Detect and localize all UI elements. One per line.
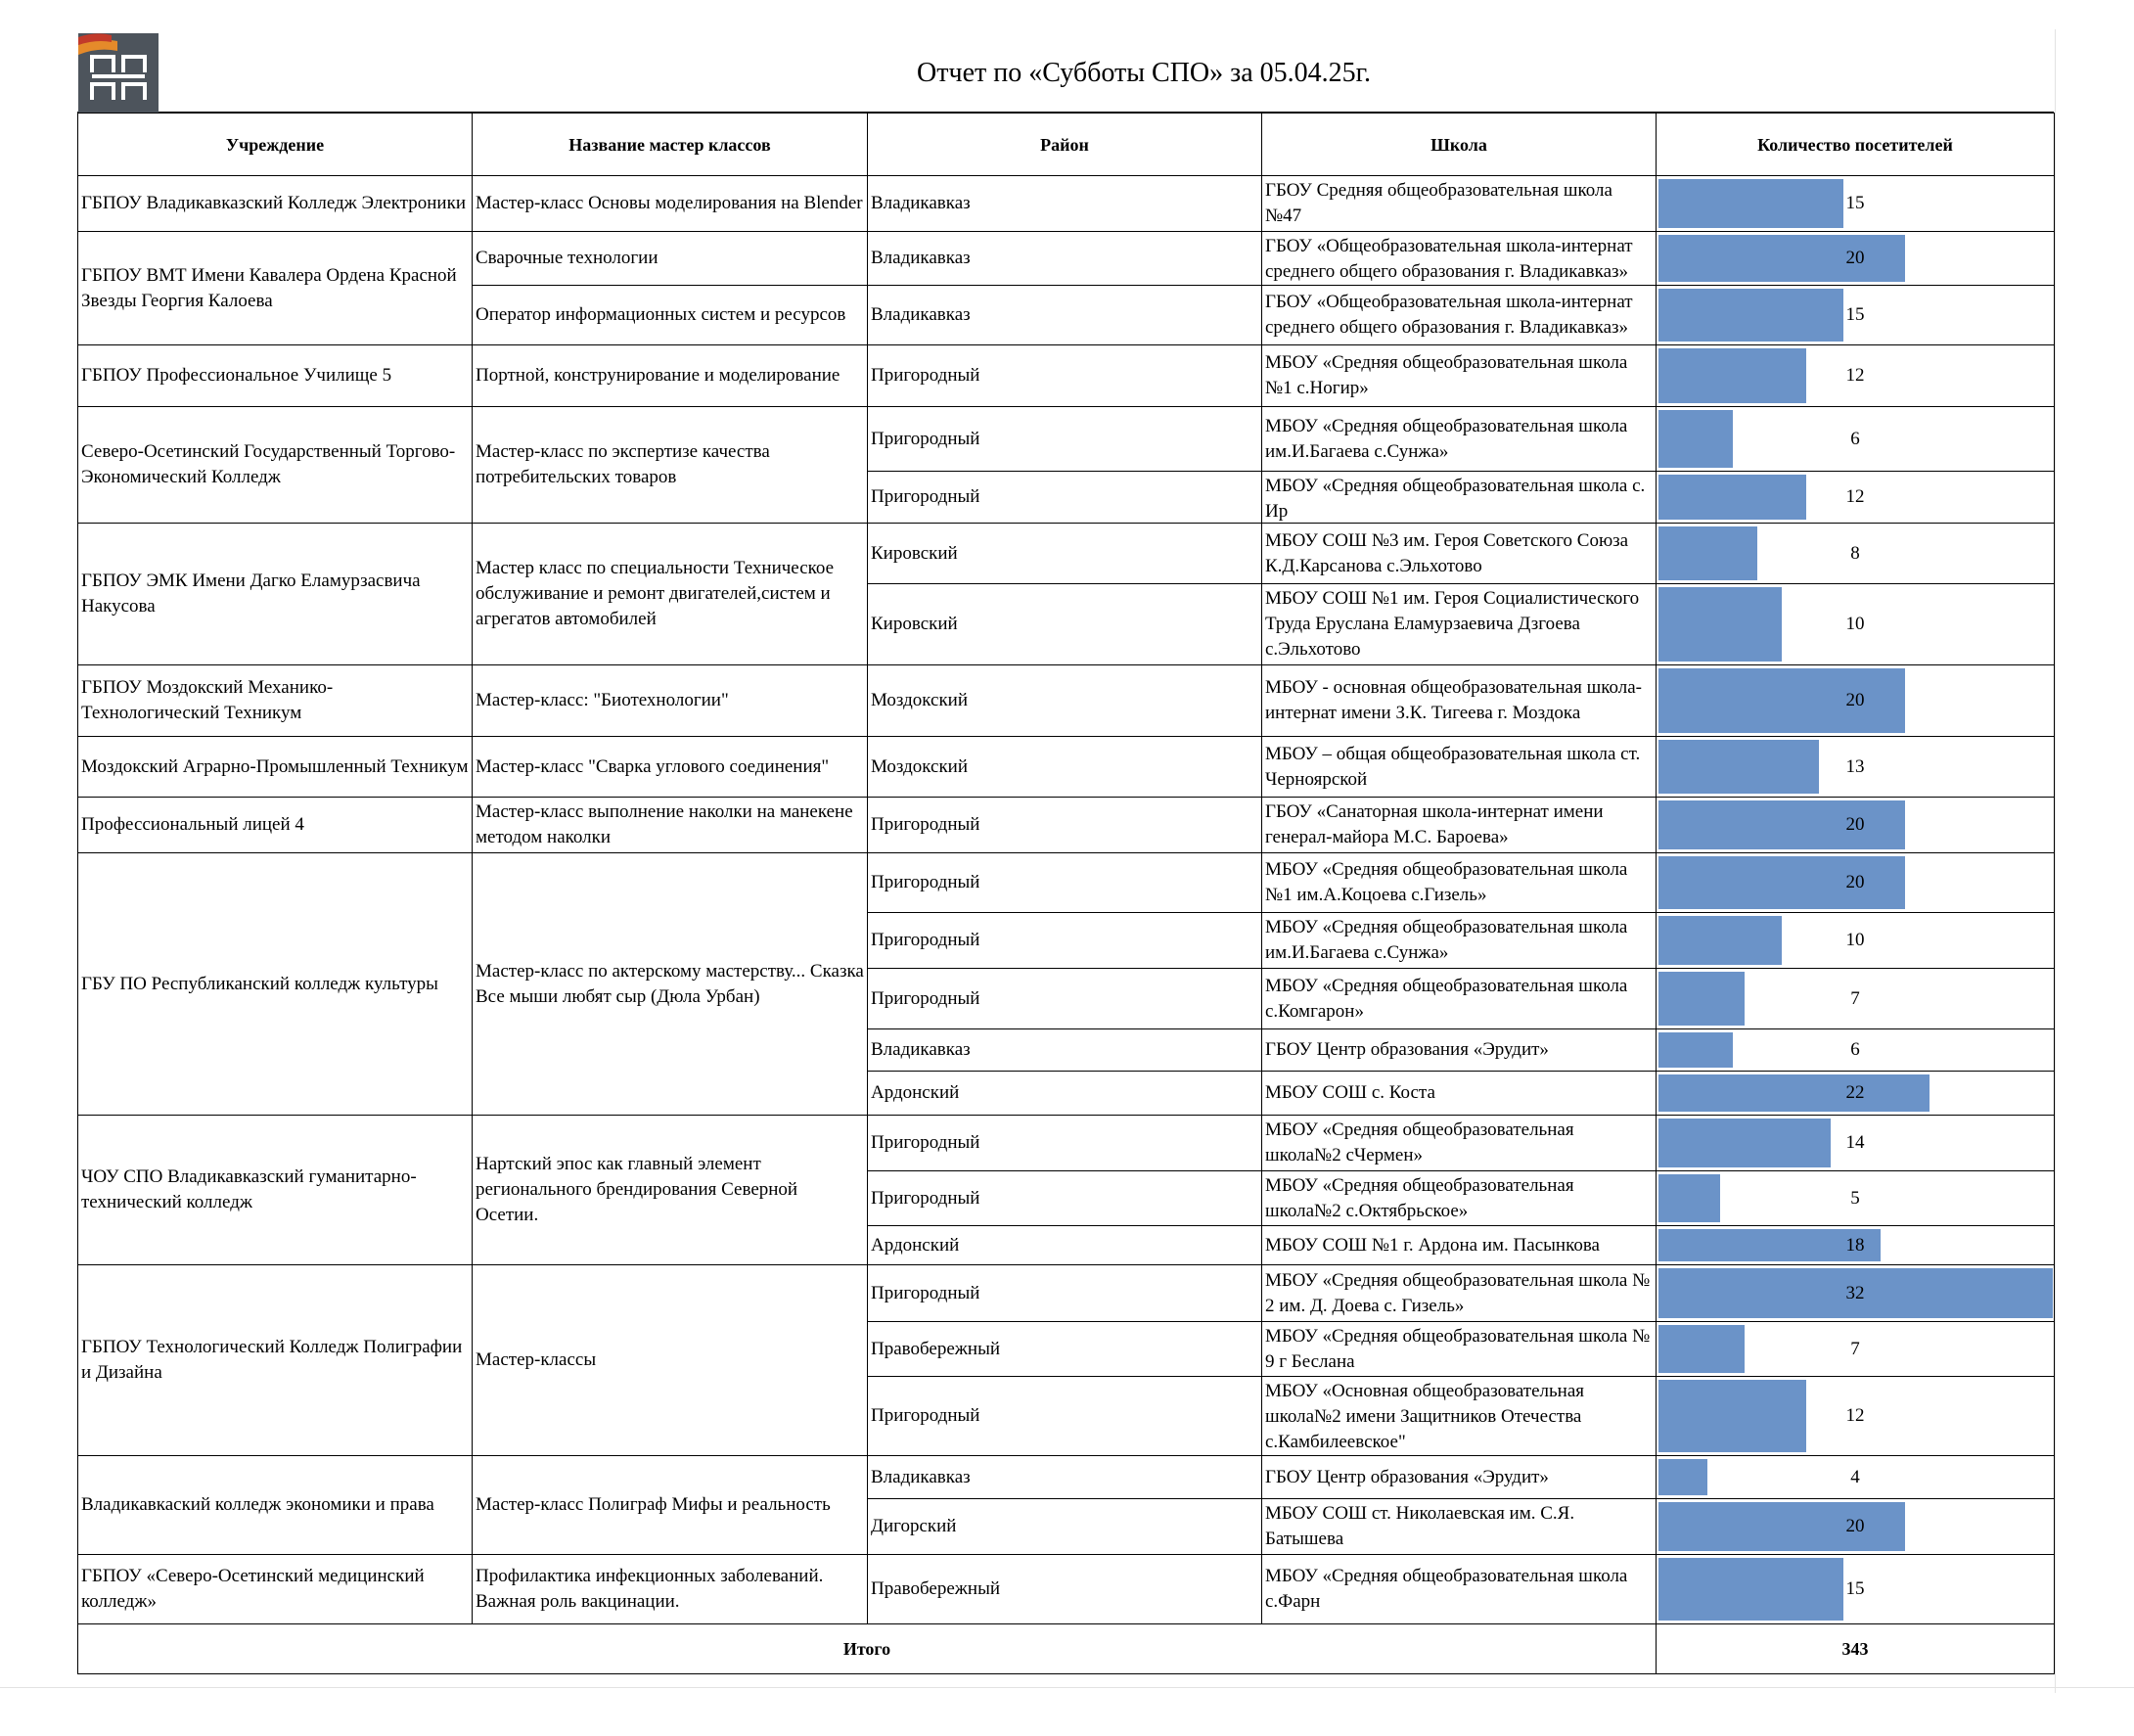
table-row	[78, 798, 2055, 853]
district-cell: Пригородный	[868, 798, 1262, 853]
header-row	[78, 114, 2055, 176]
table-row	[78, 737, 2055, 798]
visitors-cell	[1657, 345, 2055, 407]
school-text: МБОУ «Основная общеобразовательная школа№2 имени Защитников Отечества с.Камбилеевское"	[1265, 1380, 1585, 1452]
table-row	[78, 1456, 2055, 1499]
school-text: МБОУ «Средняя общеобразовательная школа№2 с.Октябрьское»	[1265, 1174, 1574, 1221]
institution-cell: ГБПОУ ЭМК Имени Дагко Еламурзасвича Накусова	[78, 524, 473, 665]
visitors-data-bar	[1658, 1380, 1806, 1452]
school-cell	[1262, 286, 1657, 345]
visitors-data-bar	[1658, 1032, 1733, 1068]
visitors-count: 7	[1850, 1338, 1860, 1359]
masterclass-cell: Оператор информационных систем и ресурсов	[473, 286, 868, 345]
school-text: МБОУ СОШ №1 г. Ардона им. Пасынкова	[1265, 1234, 1600, 1256]
school-cell	[1262, 969, 1657, 1029]
visitors-cell	[1657, 1456, 2055, 1499]
visitors-cell	[1657, 176, 2055, 232]
school-text: ГБОУ «Санаторная школа-интернат имени генерал-майора М.С. Бароева»	[1265, 801, 1604, 847]
report-title: Отчет по «Субботы СПО» за 05.04.25г.	[917, 58, 1371, 88]
school-cell	[1262, 737, 1657, 798]
visitors-cell	[1657, 1377, 2055, 1456]
header-district: Район	[868, 114, 1262, 176]
visitors-cell	[1657, 286, 2055, 345]
visitors-cell	[1657, 232, 2055, 286]
visitors-data-bar	[1658, 348, 1806, 403]
masterclass-cell: Мастер-класс Основы моделирования на Blender	[473, 176, 868, 232]
institution-cell: ГБУ ПО Республиканский колледж культуры	[78, 853, 473, 1116]
title-row	[77, 31, 2054, 114]
district-cell: Ардонский	[868, 1226, 1262, 1265]
district-cell: Владикавказ	[868, 1456, 1262, 1499]
district-cell: Пригородный	[868, 1377, 1262, 1456]
visitors-cell	[1657, 969, 2055, 1029]
school-cell	[1262, 1456, 1657, 1499]
table-row	[78, 665, 2055, 737]
visitors-cell	[1657, 1265, 2055, 1322]
school-text: МБОУ «Средняя общеобразовательная школа с. Ир	[1265, 475, 1646, 522]
visitors-cell	[1657, 798, 2055, 853]
visitors-count: 20	[1845, 690, 1865, 710]
institution-cell: ГБПОУ ВМТ Имени Кавалера Ордена Красной Звезды Георгия Калоева	[78, 232, 473, 345]
school-cell	[1262, 1555, 1657, 1624]
school-text: МБОУ СОШ №3 им. Героя Советского Союза К.Д.Карсанова с.Эльхотово	[1265, 529, 1629, 576]
total-row	[78, 1624, 2055, 1674]
visitors-data-bar	[1658, 1325, 1745, 1373]
visitors-cell	[1657, 1171, 2055, 1226]
table-row	[78, 176, 2055, 232]
visitors-count: 10	[1845, 930, 1865, 950]
visitors-cell	[1657, 472, 2055, 524]
visitors-count: 20	[1845, 872, 1865, 892]
school-cell	[1262, 1029, 1657, 1072]
logo-icon	[78, 33, 159, 114]
institution-cell: ГБПОУ Профессиональное Училище 5	[78, 345, 473, 407]
header-institution: Учреждение	[78, 114, 473, 176]
district-cell: Владикавказ	[868, 1029, 1262, 1072]
school-cell	[1262, 584, 1657, 665]
institution-cell: ГБПОУ «Северо-Осетинский медицинский колледж»	[78, 1555, 473, 1624]
visitors-data-bar	[1658, 1074, 1930, 1112]
school-text: МБОУ СОШ ст. Николаевская им. С.Я. Батышева	[1265, 1503, 1575, 1549]
district-cell: Правобережный	[868, 1322, 1262, 1377]
masterclass-cell: Нартский эпос как главный элемент регионального брендирования Северной Осетии.	[473, 1116, 868, 1265]
institution-cell: ГБПОУ Технологический Колледж Полиграфии и Дизайна	[78, 1265, 473, 1456]
visitors-count: 15	[1845, 193, 1865, 213]
header-visitors: Количество посетителей	[1657, 114, 2055, 176]
visitors-count: 6	[1850, 1039, 1860, 1060]
school-cell	[1262, 232, 1657, 286]
school-text: МБОУ СОШ №1 им. Героя Социалистического Труда Еруслана Еламурзаевича Дзгоева с.Эльхотово	[1265, 588, 1640, 660]
school-cell	[1262, 524, 1657, 584]
school-text: МБОУ «Средняя общеобразовательная школа №1 им.А.Коцоева с.Гизель»	[1265, 859, 1628, 905]
institution-cell: Профессиональный лицей 4	[78, 798, 473, 853]
visitors-data-bar	[1658, 410, 1733, 468]
visitors-data-bar	[1658, 856, 1905, 909]
district-cell: Кировский	[868, 584, 1262, 665]
header-masterclass: Название мастер классов	[473, 114, 868, 176]
institution-cell: Владикавкаский колледж экономики и права	[78, 1456, 473, 1555]
school-text: МБОУ «Средняя общеобразовательная школа с.Фарн	[1265, 1566, 1628, 1612]
visitors-cell	[1657, 524, 2055, 584]
school-cell	[1262, 1322, 1657, 1377]
masterclass-cell: Мастер-класс по экспертизе качества потребительских товаров	[473, 407, 868, 524]
visitors-data-bar	[1658, 800, 1905, 849]
district-cell: Пригородный	[868, 407, 1262, 472]
district-cell: Правобережный	[868, 1555, 1262, 1624]
visitors-data-bar	[1658, 668, 1905, 733]
district-cell: Пригородный	[868, 1171, 1262, 1226]
school-cell	[1262, 1377, 1657, 1456]
visitors-cell	[1657, 853, 2055, 913]
masterclass-cell: Портной, конструнирование и моделирование	[473, 345, 868, 407]
visitors-data-bar	[1658, 972, 1745, 1026]
school-text: МБОУ - основная общеобразовательная школа-интернат имени З.К. Тигеева г. Моздока	[1265, 677, 1642, 723]
sheet-edge-right	[2055, 29, 2056, 1693]
visitors-count: 6	[1850, 428, 1860, 449]
visitors-cell	[1657, 1072, 2055, 1116]
school-text: МБОУ – общая общеобразовательная школа ст. Черноярской	[1265, 743, 1641, 790]
school-cell	[1262, 913, 1657, 969]
visitors-cell	[1657, 1322, 2055, 1377]
visitors-count: 14	[1845, 1132, 1865, 1153]
visitors-count: 15	[1845, 304, 1865, 325]
school-cell	[1262, 1499, 1657, 1555]
school-text: МБОУ СОШ с. Коста	[1265, 1082, 1435, 1103]
visitors-data-bar	[1658, 587, 1782, 662]
table-row	[78, 1116, 2055, 1171]
total-value: 343	[1657, 1624, 2055, 1674]
institution-cell: ГБПОУ Владикавказский Колледж Электроники	[78, 176, 473, 232]
visitors-count: 32	[1845, 1282, 1865, 1303]
report-table	[77, 113, 2055, 1674]
district-cell: Моздокский	[868, 665, 1262, 737]
district-cell: Пригородный	[868, 345, 1262, 407]
school-cell	[1262, 1116, 1657, 1171]
institution-cell: ЧОУ СПО Владикавказский гуманитарно-технический колледж	[78, 1116, 473, 1265]
visitors-count: 4	[1850, 1466, 1860, 1487]
school-cell	[1262, 345, 1657, 407]
district-cell: Пригородный	[868, 1116, 1262, 1171]
total-label: Итого	[78, 1624, 1657, 1674]
masterclass-cell: Мастер-класс по актерскому мастерству... Сказка Все мыши любят сыр (Дюла Урбан)	[473, 853, 868, 1116]
school-cell	[1262, 665, 1657, 737]
visitors-data-bar	[1658, 526, 1757, 580]
school-cell	[1262, 1265, 1657, 1322]
table-row	[78, 853, 2055, 913]
masterclass-cell: Сварочные технологии	[473, 232, 868, 286]
visitors-count: 20	[1845, 1516, 1865, 1536]
district-cell: Владикавказ	[868, 232, 1262, 286]
district-cell: Моздокский	[868, 737, 1262, 798]
school-text: МБОУ «Средняя общеобразовательная школа им.И.Багаева с.Сунжа»	[1265, 415, 1628, 462]
district-cell: Пригородный	[868, 1265, 1262, 1322]
table-row	[78, 407, 2055, 472]
visitors-cell	[1657, 1226, 2055, 1265]
masterclass-cell: Мастер-класс выполнение наколки на манекене методом наколки	[473, 798, 868, 853]
masterclass-cell: Профилактика инфекционных заболеваний. Важная роль вакцинации.	[473, 1555, 868, 1624]
visitors-data-bar	[1658, 1502, 1905, 1551]
school-text: МБОУ «Средняя общеобразовательная школа им.И.Багаева с.Сунжа»	[1265, 917, 1628, 963]
institution-cell: ГБПОУ Моздокский Механико-Технологический Техникум	[78, 665, 473, 737]
district-cell: Ардонский	[868, 1072, 1262, 1116]
visitors-cell	[1657, 1499, 2055, 1555]
visitors-data-bar	[1658, 235, 1905, 282]
visitors-count: 18	[1845, 1234, 1865, 1256]
district-cell: Пригородный	[868, 472, 1262, 524]
visitors-data-bar	[1658, 1558, 1843, 1621]
school-cell	[1262, 1226, 1657, 1265]
district-cell: Владикавказ	[868, 176, 1262, 232]
visitors-cell	[1657, 1029, 2055, 1072]
visitors-data-bar	[1658, 740, 1819, 794]
visitors-cell	[1657, 584, 2055, 665]
school-text: МБОУ «Средняя общеобразовательная школа с.Комгарон»	[1265, 975, 1628, 1022]
school-cell	[1262, 1171, 1657, 1226]
visitors-count: 12	[1845, 486, 1865, 507]
table-row	[78, 1265, 2055, 1322]
table-body	[78, 176, 2055, 1624]
masterclass-cell: Мастер-класс Полиграф Мифы и реальность	[473, 1456, 868, 1555]
school-cell	[1262, 798, 1657, 853]
school-text: ГБОУ «Общеобразовательная школа-интернат среднего общего образования г. Владикавказ»	[1265, 235, 1633, 282]
district-cell: Кировский	[868, 524, 1262, 584]
masterclass-cell: Мастер-классы	[473, 1265, 868, 1456]
visitors-data-bar	[1658, 179, 1843, 228]
school-text: ГБОУ Центр образования «Эрудит»	[1265, 1466, 1549, 1487]
school-text: ГБОУ Центр образования «Эрудит»	[1265, 1039, 1549, 1060]
visitors-count: 22	[1845, 1082, 1865, 1103]
table-row	[78, 232, 2055, 286]
district-cell: Владикавказ	[868, 286, 1262, 345]
masterclass-cell: Мастер-класс "Сварка углового соединения"	[473, 737, 868, 798]
district-cell: Пригородный	[868, 853, 1262, 913]
school-text: МБОУ «Средняя общеобразовательная школа №1 с.Ногир»	[1265, 352, 1628, 398]
district-cell: Дигорский	[868, 1499, 1262, 1555]
visitors-count: 13	[1845, 755, 1865, 777]
visitors-cell	[1657, 913, 2055, 969]
visitors-data-bar	[1658, 289, 1843, 342]
school-cell	[1262, 472, 1657, 524]
school-text: ГБОУ «Общеобразовательная школа-интернат среднего общего образования г. Владикавказ»	[1265, 292, 1633, 338]
school-cell	[1262, 1072, 1657, 1116]
table-row	[78, 524, 2055, 584]
school-text: ГБОУ Средняя общеобразовательная школа №47	[1265, 180, 1612, 226]
district-cell: Пригородный	[868, 913, 1262, 969]
district-cell: Пригородный	[868, 969, 1262, 1029]
visitors-cell	[1657, 1116, 2055, 1171]
school-text: МБОУ «Средняя общеобразовательная школа№2 сЧермен»	[1265, 1119, 1574, 1165]
visitors-count: 20	[1845, 814, 1865, 835]
institution-cell: Северо-Осетинский Государственный Торгово-Экономический Колледж	[78, 407, 473, 524]
visitors-count: 12	[1845, 365, 1865, 386]
visitors-data-bar	[1658, 1174, 1720, 1222]
header-school: Школа	[1262, 114, 1657, 176]
visitors-data-bar	[1658, 916, 1782, 965]
sheet-edge-bottom	[0, 1687, 2134, 1688]
visitors-count: 15	[1845, 1578, 1865, 1599]
table-row	[78, 1555, 2055, 1624]
visitors-count: 12	[1845, 1405, 1865, 1426]
visitors-count: 20	[1845, 248, 1865, 268]
visitors-count: 10	[1845, 614, 1865, 634]
visitors-count: 8	[1850, 542, 1860, 564]
institution-cell: Моздокский Аграрно-Промышленный Техникум	[78, 737, 473, 798]
visitors-data-bar	[1658, 1459, 1707, 1495]
table-row	[78, 345, 2055, 407]
school-text: МБОУ «Средняя общеобразовательная школа № 9 г Беслана	[1265, 1325, 1651, 1372]
masterclass-cell: Мастер-класс: "Биотехнологии"	[473, 665, 868, 737]
visitors-cell	[1657, 665, 2055, 737]
school-cell	[1262, 176, 1657, 232]
school-cell	[1262, 407, 1657, 472]
school-text: МБОУ «Средняя общеобразовательная школа № 2 им. Д. Доева с. Гизель»	[1265, 1269, 1651, 1316]
visitors-data-bar	[1658, 1119, 1831, 1167]
visitors-count: 5	[1850, 1187, 1860, 1209]
visitors-cell	[1657, 407, 2055, 472]
visitors-cell	[1657, 737, 2055, 798]
masterclass-cell: Мастер класс по специальности Техническое обслуживание и ремонт двигателей,систем и агрегатов автомобилей	[473, 524, 868, 665]
visitors-data-bar	[1658, 475, 1806, 520]
visitors-count: 7	[1850, 987, 1860, 1009]
school-cell	[1262, 853, 1657, 913]
visitors-cell	[1657, 1555, 2055, 1624]
